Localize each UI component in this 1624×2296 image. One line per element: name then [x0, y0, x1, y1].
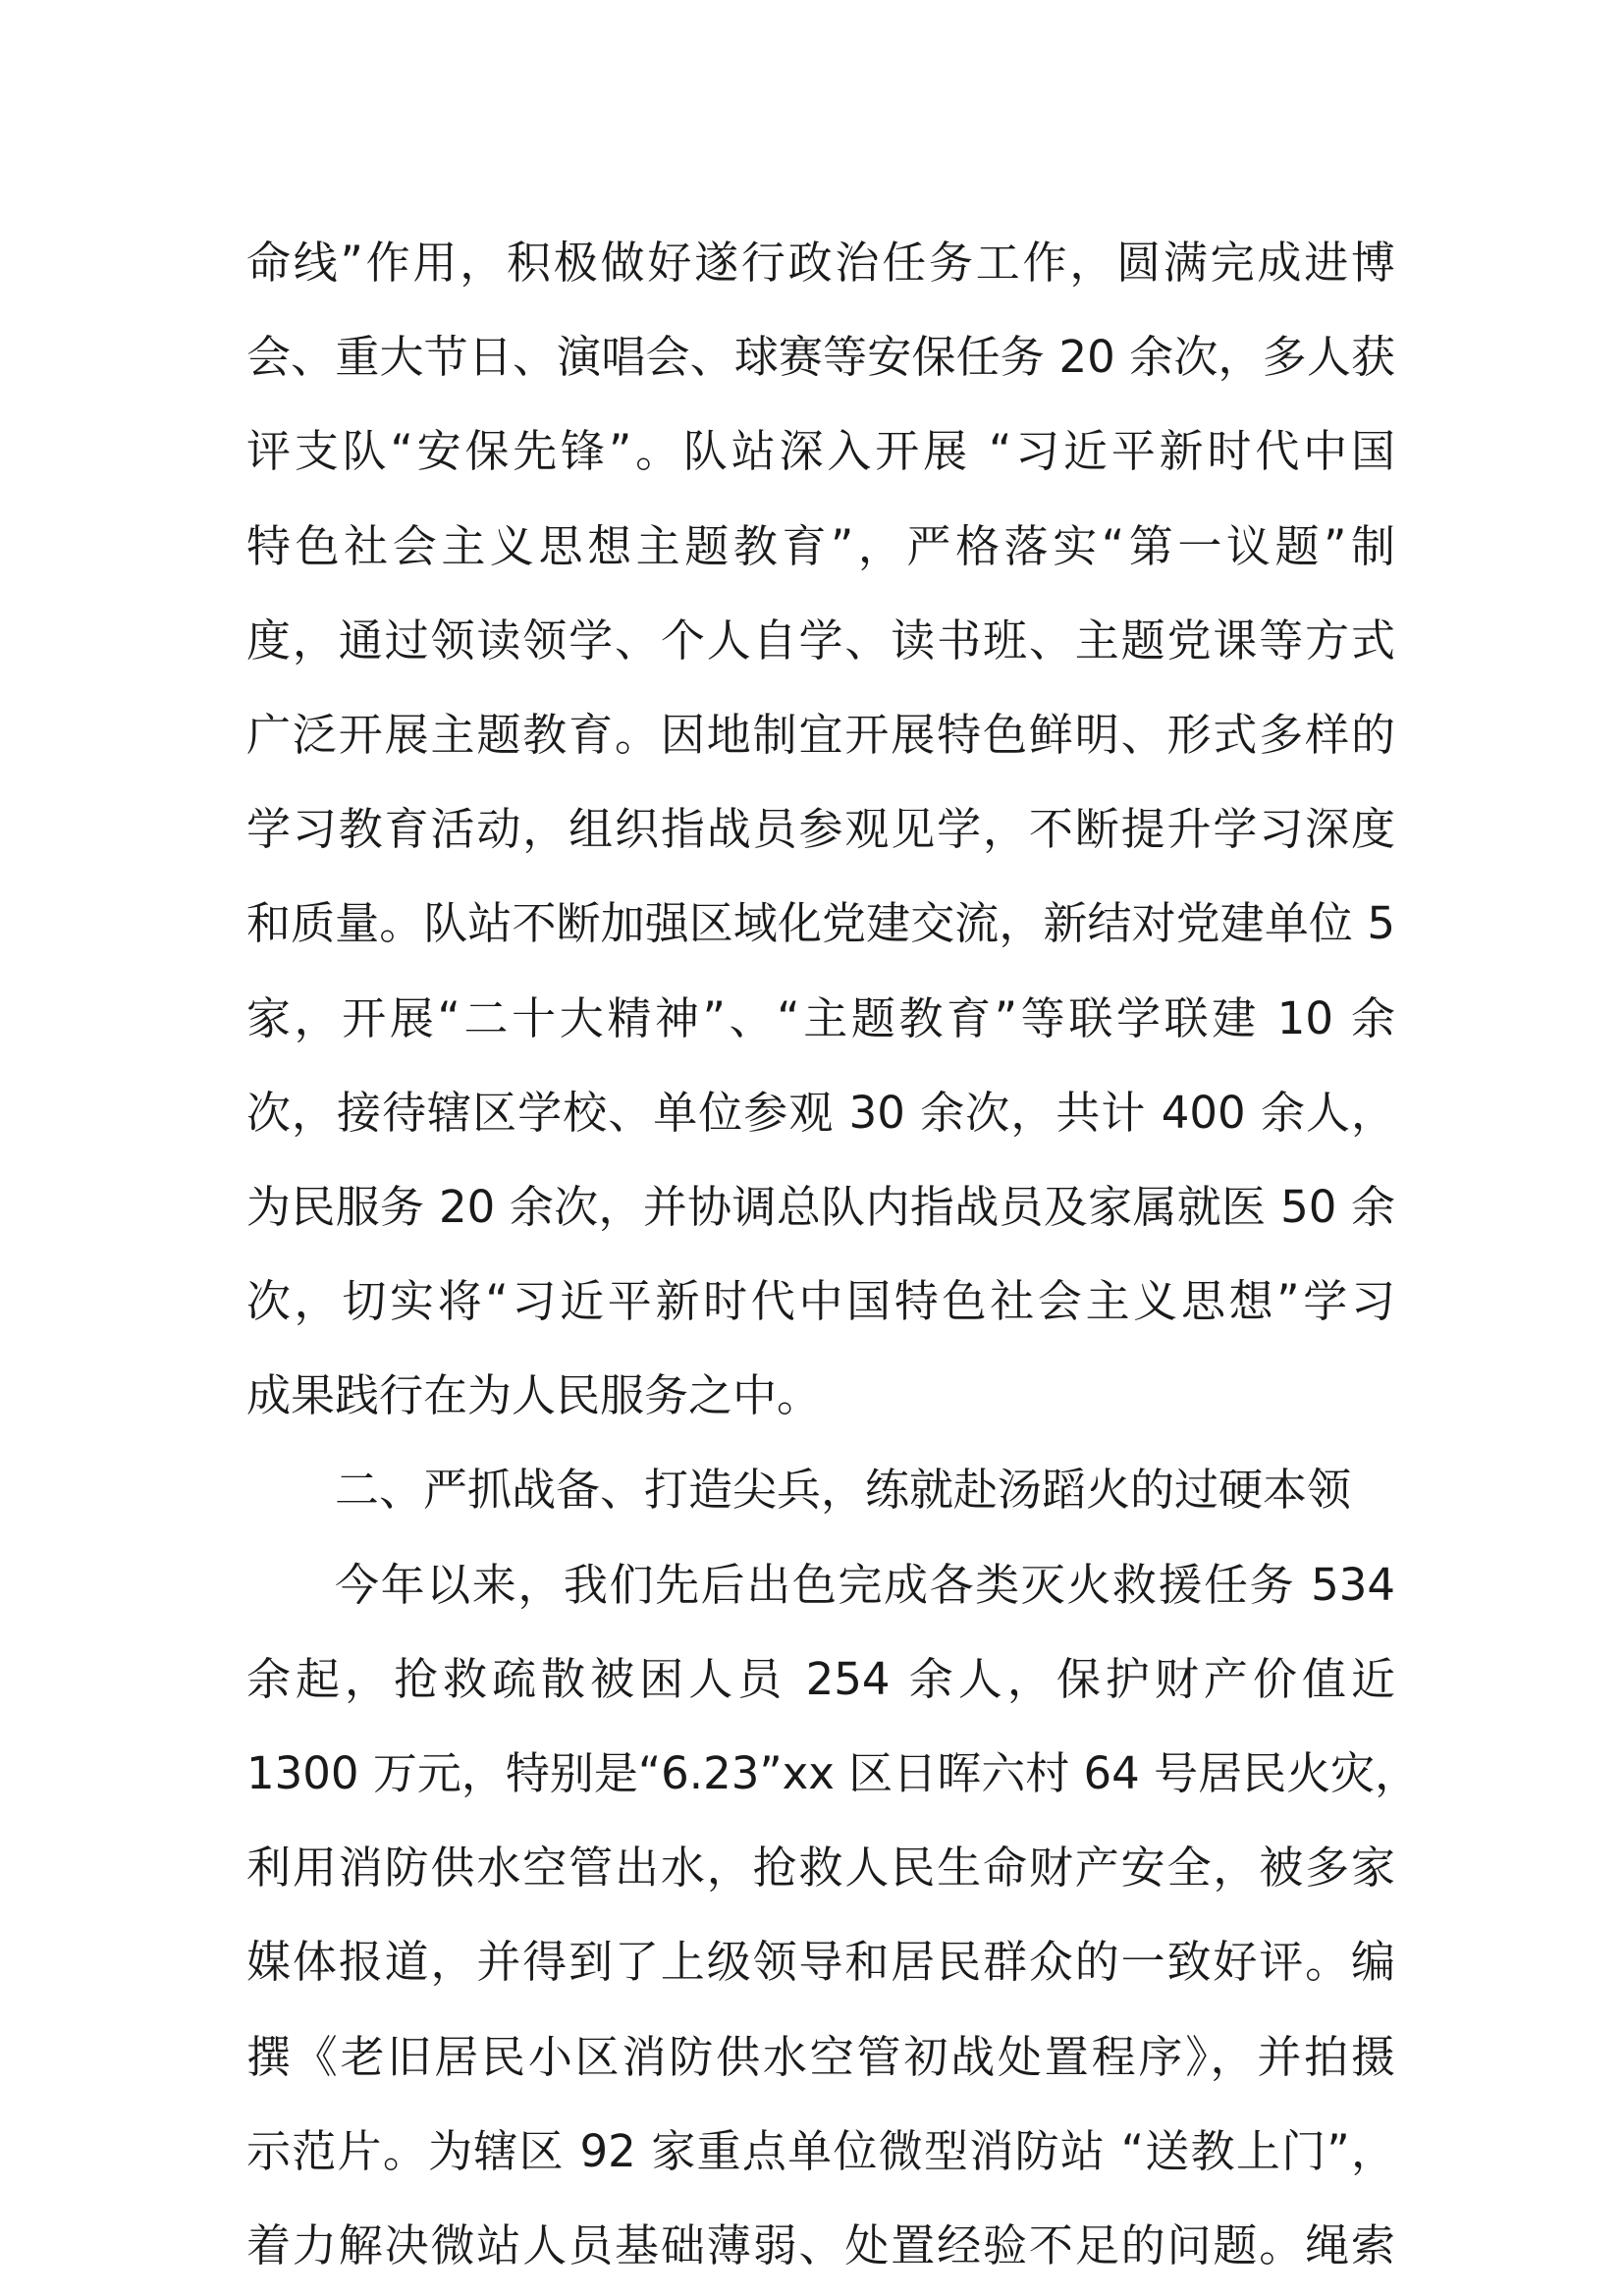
text-line: 示范片。为辖区 92 家重点单位微型消防站 “送教上门”，	[246, 2124, 1395, 2177]
paragraph	[246, 216, 1395, 1443]
text-line: 媒体报道，并得到了上级领导和居民群众的一致好评。编	[246, 1936, 1395, 1989]
text-line: 家，开展“二十大精神”、“主题教育”等联学联建 10 余	[246, 991, 1395, 1044]
text-line: 次，切实将“习近平新时代中国特色社会主义思想”学习	[246, 1275, 1395, 1328]
text-line: 和质量。队站不断加强区域化党建交流，新结对党建单位 5	[246, 897, 1395, 950]
text-line: 度，通过领读领学、个人自学、读书班、主题党课等方式	[246, 614, 1395, 667]
text-line: 评支队“安保先锋”。队站深入开展 “习近平新时代中国	[246, 425, 1395, 478]
text-line: 1300 万元，特别是“6.23”xx 区日晖六村 64 号居民火灾，	[246, 1747, 1420, 1799]
text-line: 着力解决微站人员基础薄弱、处置经验不足的问题。绳索	[246, 2218, 1395, 2271]
text-line: 学习教育活动，组织指战员参观见学，不断提升学习深度	[246, 803, 1395, 856]
body-text	[246, 216, 1420, 2293]
text-line: 今年以来，我们先后出色完成各类灭火救援任务 534	[335, 1558, 1395, 1611]
text-line: 命线”作用，积极做好遂行政治任务工作，圆满完成进博	[246, 237, 1395, 289]
text-line: 成果践行在为人民服务之中。	[246, 1369, 822, 1422]
text-line: 广泛开展主题教育。因地制宜开展特色鲜明、形式多样的	[246, 708, 1395, 761]
text-line: 次，接待辖区学校、单位参观 30 余次，共计 400 余人，	[246, 1086, 1395, 1139]
section-heading: 二、严抓战备、打造尖兵，练就赴汤蹈火的过硬本领	[335, 1464, 1352, 1517]
text-line: 会、重大节日、演唱会、球赛等安保任务 20 余次，多人获	[246, 331, 1395, 384]
text-line: 撰《老旧居民小区消防供水空管初战处置程序》，并拍摄	[246, 2030, 1395, 2083]
text-line: 特色社会主义思想主题教育”，严格落实“第一议题”制	[246, 519, 1395, 572]
paragraph	[246, 1538, 1420, 2294]
text-line: 余起，抢救疏散被困人员 254 余人，保护财产价值近	[246, 1652, 1395, 1705]
text-line: 利用消防供水空管出水，抢救人民生命财产安全，被多家	[246, 1842, 1395, 1895]
text-line: 为民服务 20 余次，并协调总队内指战员及家属就医 50 余	[246, 1180, 1395, 1233]
